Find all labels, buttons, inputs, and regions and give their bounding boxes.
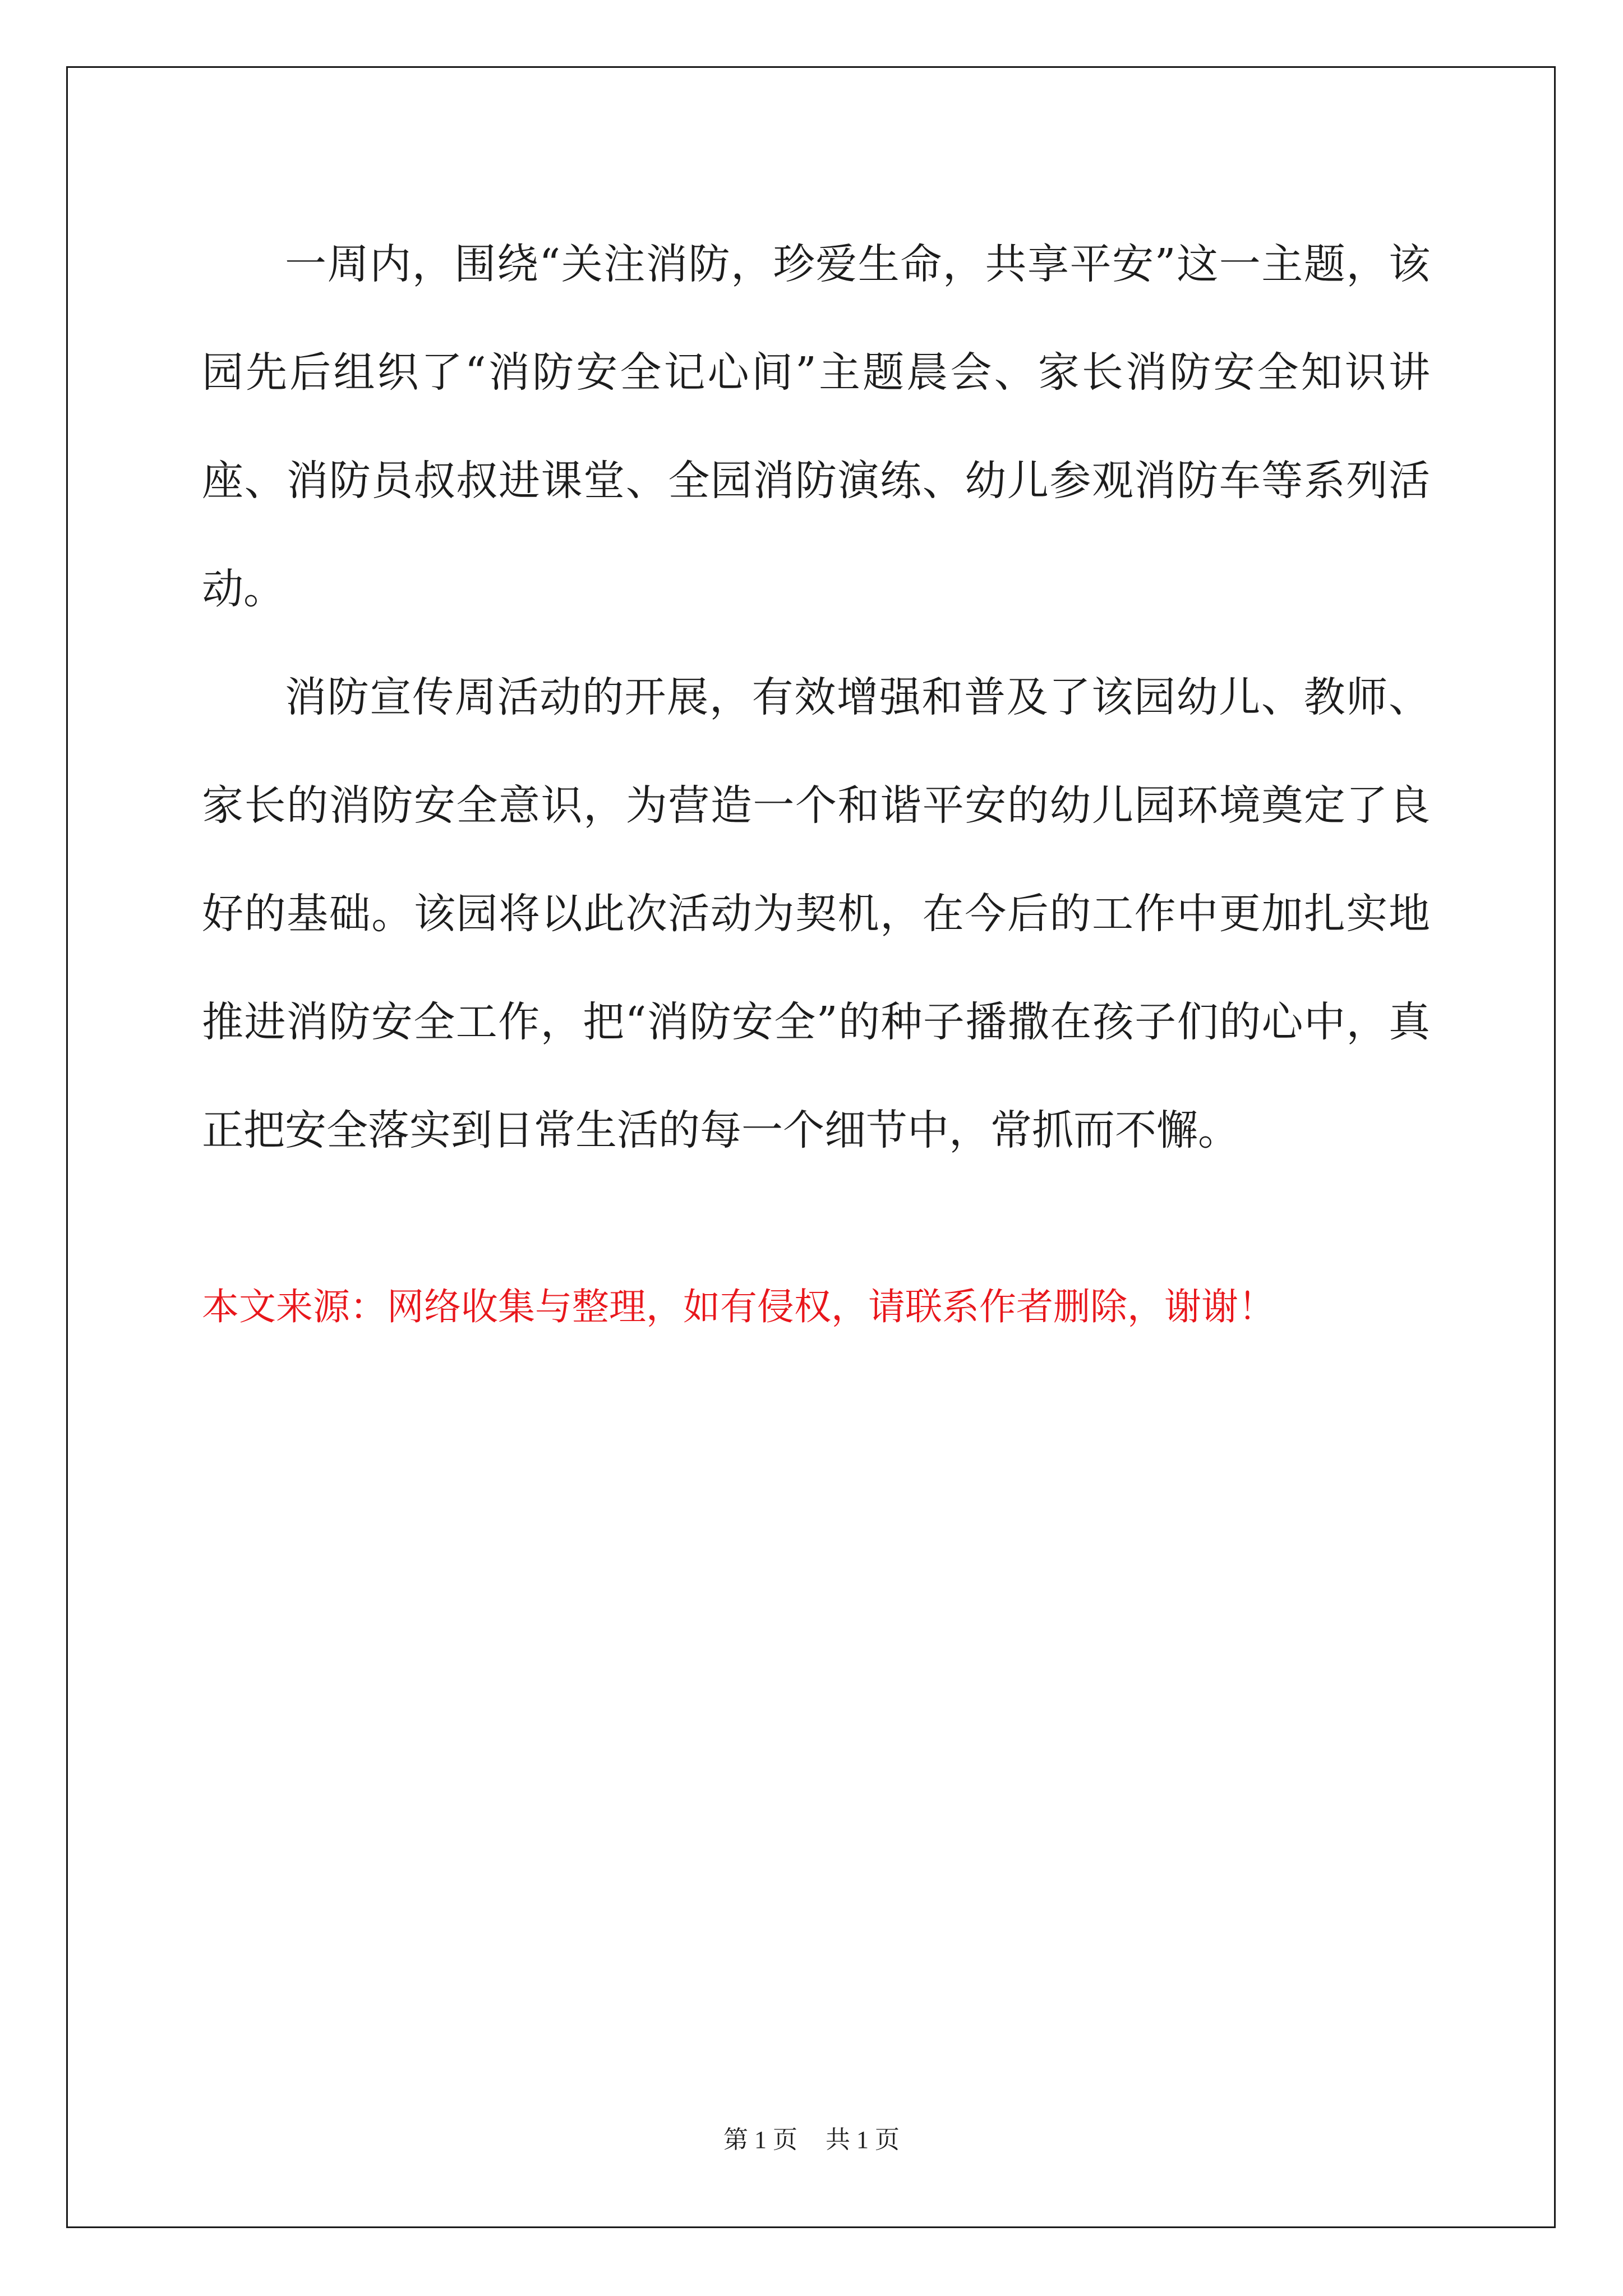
page-total: 共 1 页 bbox=[826, 2126, 900, 2154]
document-body bbox=[202, 210, 1430, 1185]
page-footer bbox=[0, 2123, 1623, 2157]
paragraph-outcome: 消防宣传周活动的开展，有效增强和普及了该园幼儿、教师、家长的消防安全意识，为营造一个和谐平安的幼儿园环境奠定了良好的基础。该园将以此次活动为契机，在今后的工作中更加扎实地推进消防安全工作，把“消防安全”的种子播撒在孩子们的心中，真正把安全落实到日常生活的每一个细节中，常抓而不懈。 bbox=[202, 673, 1430, 1154]
paragraph-activities: 一周内，围绕“关注消防，珍爱生命，共享平安”这一主题，该园先后组织了“消防安全记心间”主题晨会、家长消防安全知识讲座、消防员叔叔进课堂、全园消防演练、幼儿参观消防车等系列活动。 bbox=[202, 240, 1430, 613]
source-disclaimer: 本文来源：网络收集与整理，如有侵权，请联系作者删除，谢谢！ bbox=[202, 1285, 1275, 1328]
page-number: 第 1 页 bbox=[723, 2126, 797, 2154]
